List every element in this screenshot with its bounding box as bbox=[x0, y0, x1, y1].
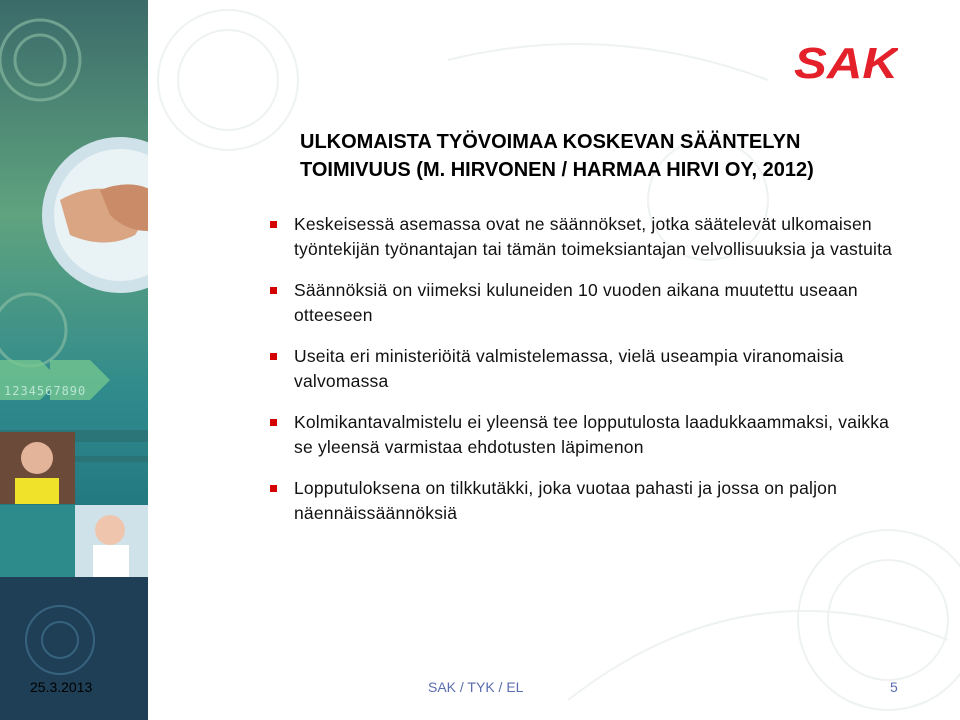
bullet-square-icon bbox=[270, 353, 277, 360]
bullet-list bbox=[270, 212, 910, 542]
bullet-text: Keskeisessä asemassa ovat ne säännökset, jotka säätelevät ulkomaisen työntekijän työnantajan tai tämän toimeksiantajan velvollisuuksia ja vastuita bbox=[294, 214, 893, 259]
bullet-text: Lopputuloksena on tilkkutäkki, joka vuotaa pahasti ja jossa on paljon näennäissäännöksiä bbox=[294, 478, 838, 523]
list-item bbox=[270, 410, 910, 460]
footer-source: SAK / TYK / EL bbox=[428, 679, 524, 695]
sak-logo bbox=[794, 40, 898, 84]
bullet-text: Useita eri ministeriöitä valmistelemassa, vielä useampia viranomaisia valvomassa bbox=[294, 346, 844, 391]
title-line-1: ULKOMAISTA TYÖVOIMAA KOSKEVAN SÄÄNTELYN bbox=[300, 131, 801, 153]
page-title bbox=[300, 128, 920, 184]
bullet-square-icon bbox=[270, 287, 277, 294]
list-item bbox=[270, 212, 910, 262]
bullet-text: Säännöksiä on viimeksi kuluneiden 10 vuoden aikana muutettu useaan otteeseen bbox=[294, 280, 858, 325]
bullet-square-icon bbox=[270, 221, 277, 228]
page-number: 5 bbox=[890, 679, 898, 695]
strip-numbers: 1234567890 bbox=[4, 384, 87, 398]
bullet-square-icon bbox=[270, 485, 277, 492]
left-image-strip bbox=[0, 0, 148, 720]
list-item bbox=[270, 278, 910, 328]
bullet-square-icon bbox=[270, 419, 277, 426]
list-item bbox=[270, 476, 910, 526]
bullet-text: Kolmikantavalmistelu ei yleensä tee lopputulosta laadukkaammaksi, vaikka se yleensä varmistaa ehdotusten läpimenon bbox=[294, 412, 890, 457]
title-line-2: TOIMIVUUS (M. HIRVONEN / HARMAA HIRVI OY, 2012) bbox=[300, 159, 814, 181]
logo-text: SAK bbox=[794, 40, 898, 84]
footer-date: 25.3.2013 bbox=[30, 679, 93, 695]
list-item bbox=[270, 344, 910, 394]
